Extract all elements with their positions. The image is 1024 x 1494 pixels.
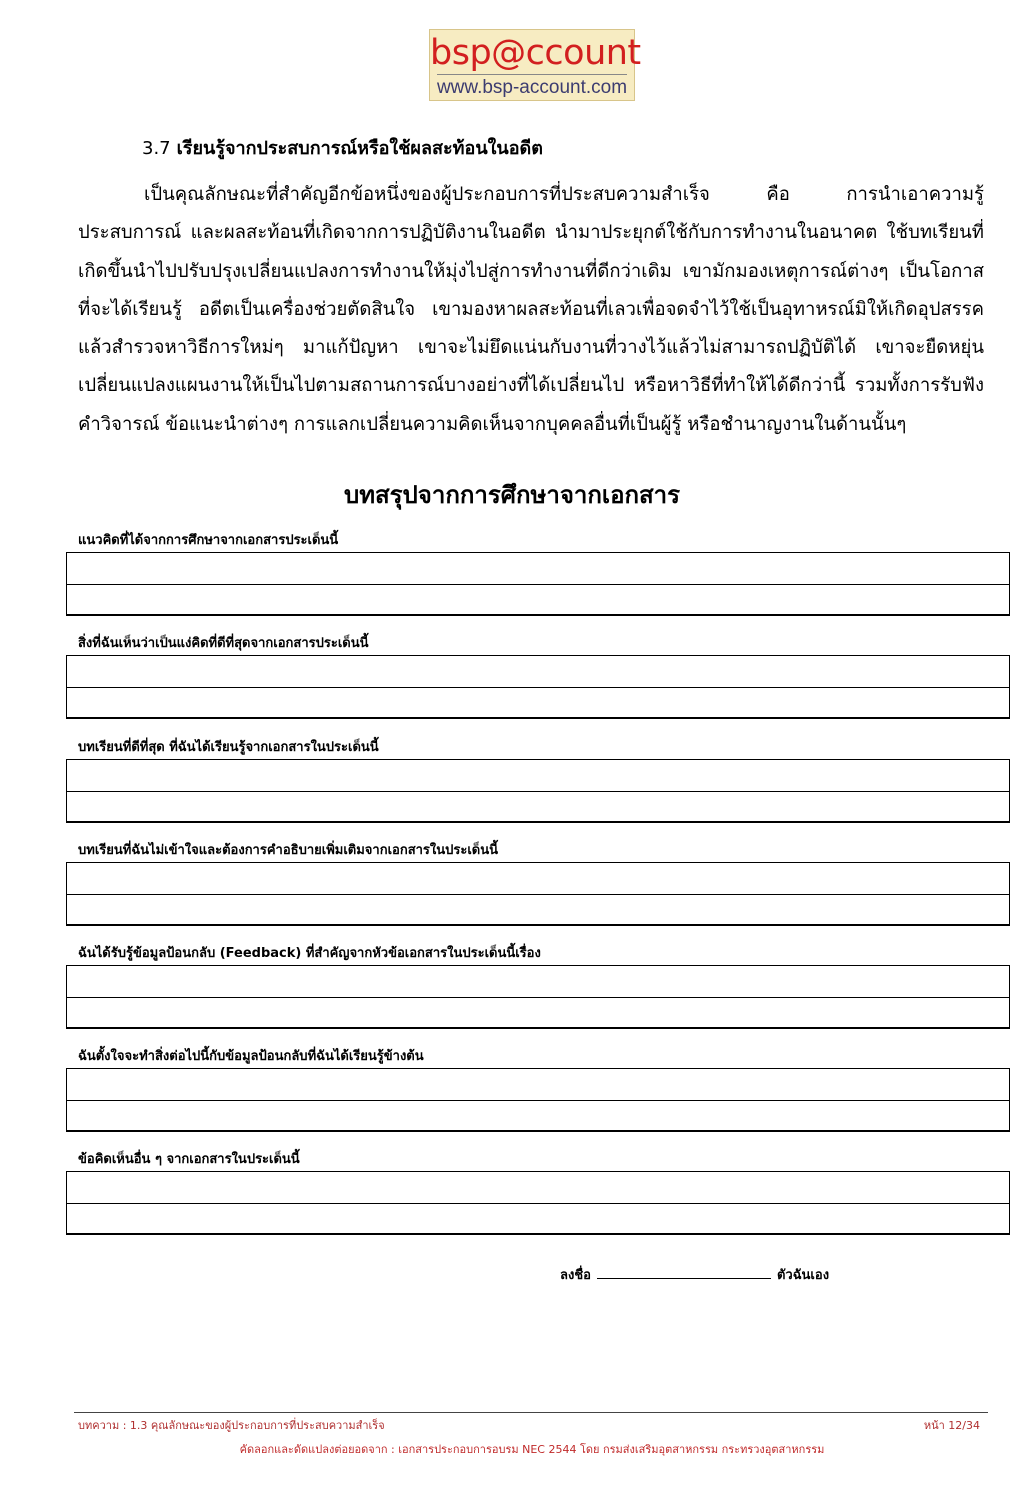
summary-title: บทสรุปจากการศึกษาจากเอกสาร bbox=[343, 481, 681, 509]
brand-logo bbox=[429, 29, 641, 101]
signature-line bbox=[560, 1264, 860, 1288]
signature-field[interactable] bbox=[597, 1266, 771, 1279]
question-block bbox=[66, 943, 1010, 1029]
answer-box-divider bbox=[67, 1100, 1009, 1101]
answer-box[interactable] bbox=[66, 965, 1010, 1029]
answer-box-divider bbox=[67, 1203, 1009, 1204]
logo-name: bsp@ccount bbox=[430, 33, 641, 73]
question-block bbox=[66, 633, 1010, 719]
logo-divider bbox=[437, 74, 627, 75]
answer-box-divider bbox=[67, 791, 1009, 792]
answer-box[interactable] bbox=[66, 655, 1010, 719]
answer-box[interactable] bbox=[66, 862, 1010, 926]
answer-box-divider bbox=[67, 894, 1009, 895]
section-heading-text: เรียนรู้จากประสบการณ์หรือใช้ผลสะท้อนในอดีต bbox=[176, 138, 543, 159]
logo-url: www.bsp-account.com bbox=[436, 77, 628, 98]
footer-article-title: บทความ : 1.3 คุณลักษณะของผู้ประกอบการที่ประสบความสำเร็จ bbox=[78, 1419, 385, 1432]
answer-box[interactable] bbox=[66, 1068, 1010, 1132]
section-heading bbox=[142, 136, 842, 162]
question-block bbox=[66, 737, 1010, 823]
question-label: ฉันตั้งใจจะทำสิ่งต่อไปนี้กับข้อมูลป้อนกลับที่ฉันได้เรียนรู้ข้างต้น bbox=[78, 1049, 424, 1064]
signature-suffix: ตัวฉันเอง bbox=[776, 1268, 830, 1283]
question-label: บทเรียนที่ฉันไม่เข้าใจและต้องการคำอธิบายเพิ่มเติมจากเอกสารในประเด็นนี้ bbox=[78, 843, 499, 858]
question-block bbox=[66, 840, 1010, 926]
answer-box-divider bbox=[67, 584, 1009, 585]
question-block bbox=[66, 530, 1010, 616]
question-label: ข้อคิดเห็นอื่น ๆ จากเอกสารในประเด็นนี้ bbox=[78, 1152, 300, 1167]
section-number: 3.7 bbox=[142, 138, 171, 159]
question-block bbox=[66, 1046, 1010, 1132]
question-label: บทเรียนที่ดีที่สุด ที่ฉันได้เรียนรู้จากเอกสารในประเด็นนี้ bbox=[78, 740, 379, 755]
answer-box-divider bbox=[67, 687, 1009, 688]
footer-credit: คัดลอกและดัดแปลงต่อยอดจาก : เอกสารประกอบการอบรม NEC 2544 โดย กรมส่งเสริมอุตสาหกรรม กระทรวงอุตสาหกรรม bbox=[239, 1443, 825, 1456]
question-label: ฉันได้รับรู้ข้อมูลป้อนกลับ (Feedback) ที่สำคัญจากหัวข้อเอกสารในประเด็นนี้เรื่อง bbox=[78, 946, 541, 961]
question-block bbox=[66, 1149, 1010, 1235]
signature-label: ลงชื่อ bbox=[560, 1268, 591, 1283]
answer-box-divider bbox=[67, 997, 1009, 998]
answer-box[interactable] bbox=[66, 1171, 1010, 1235]
section-paragraph: เป็นคุณลักษณะที่สำคัญอีกข้อหนึ่งของผู้ประกอบการที่ประสบความสำเร็จ คือ การนำเอาความรู้ ประสบการณ์ และผลสะท้อนที่เกิดจากการปฏิบัติงานในอดีต นำมาประยุกต์ใช้กับการทำงานในอนาคต ใช้บทเรียนที่เกิดขึ้นนำไปปรับปรุงเปลี่ยนแปลงการทำงานให้มุ่งไปสู่การทำงานที่ดีกว่าเดิม เขามักมองเหตุการณ์ต่างๆ เป็นโอกาสที่จะได้เรียนรู้ อดีตเป็นเครื่องช่วยตัดสินใจ เขามองหาผลสะท้อนที่เลวเพื่อจดจำไว้ใช้เป็นอุทาหรณ์มิให้เกิดอุปสรรค แล้วสำรวจหาวิธีการใหม่ๆ มาแก้ปัญหา เขาจะไม่ยึดแน่นกับงานที่วางไว้แล้วไม่สามารถปฏิบัติได้ เขาจะยืดหยุ่นเปลี่ยนแปลงแผนงานให้เป็นไปตามสถานการณ์บางอย่างที่ได้เปลี่ยนไป หรือหาวิธีที่ทำให้ได้ดีกว่านี้ รวมทั้งการรับฟังคำวิจารณ์ ข้อแนะนำต่างๆ การแลกเปลี่ยนความคิดเห็นจากบุคคลอื่นที่เป็นผู้รู้ หรือชำนาญงานในด้านนั้นๆ bbox=[78, 184, 984, 435]
question-label: แนวคิดที่ได้จากการศึกษาจากเอกสารประเด็นนี้ bbox=[78, 533, 339, 548]
footer-page-number: หน้า 12/34 bbox=[923, 1419, 980, 1432]
answer-box[interactable] bbox=[66, 759, 1010, 823]
answer-box[interactable] bbox=[66, 552, 1010, 616]
question-label: สิ่งที่ฉันเห็นว่าเป็นแง่คิดที่ดีที่สุดจากเอกสารประเด็นนี้ bbox=[78, 636, 369, 651]
footer-divider bbox=[74, 1412, 988, 1413]
